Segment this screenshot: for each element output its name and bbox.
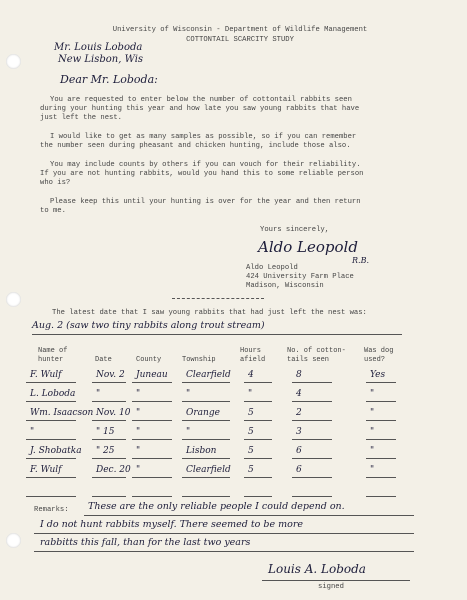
latest-date-answer: Aug. 2 (saw two tiny rabbits along trout stream) (32, 320, 265, 331)
body-text: just left the nest. (40, 114, 122, 122)
table-cell-underline (26, 382, 76, 383)
table-cell-hours: 5 (248, 465, 254, 475)
col-header-dog: Was dog used? (364, 347, 394, 364)
body-text: to me. (40, 207, 66, 215)
body-text: You are requested to enter below the number of cottontail rabbits seen (50, 96, 352, 104)
punch-hole (6, 54, 21, 69)
closing-address: 424 University Farm Place (246, 273, 354, 281)
table-cell-hours: 5 (248, 408, 254, 418)
col-header-hours: Hours afield (240, 347, 266, 364)
table-cell-underline (92, 401, 126, 402)
table-cell-count: 3 (296, 427, 302, 437)
remarks-underline (34, 551, 414, 552)
table-cell-underline (292, 382, 332, 383)
col-header-hunter: Name of hunter (38, 347, 68, 364)
remarks-underline (34, 533, 414, 534)
table-cell-underline (92, 420, 126, 421)
remarks-line: I do not hunt rabbits myself. There seemed to be more (40, 519, 303, 530)
table-cell-dog: Yes (370, 370, 386, 380)
table-cell-hunter: " (30, 427, 35, 437)
table-cell-underline (292, 458, 332, 459)
header-study-title: COTTONTAIL SCARCITY STUDY (186, 36, 294, 44)
table-cell-underline (132, 420, 172, 421)
table-cell-dog: " (370, 427, 375, 437)
table-cell-hunter: Wm. Isaacson (30, 408, 94, 418)
table-cell-underline (366, 382, 396, 383)
table-cell-date: Dec. 20 (96, 465, 131, 475)
closing-city: Madison, Wisconsin (246, 282, 324, 290)
table-cell-underline (244, 439, 272, 440)
table-cell-underline (366, 477, 396, 478)
col-header-township: Township (182, 356, 216, 364)
closing-yours: Yours sincerely, (260, 226, 330, 234)
table-cell-count: 6 (296, 446, 302, 456)
punch-hole (6, 533, 21, 548)
table-cell-underline (132, 382, 172, 383)
table-cell-underline (366, 439, 396, 440)
table-cell-underline (244, 401, 272, 402)
table-cell-underline (92, 439, 126, 440)
col-header-county: County (136, 356, 162, 364)
table-empty-underline (132, 496, 172, 497)
table-cell-township: Lisbon (186, 446, 217, 456)
table-empty-underline (182, 496, 230, 497)
remarks-line: These are the only reliable people I could depend on. (88, 501, 345, 512)
signed-label: signed (318, 583, 344, 591)
table-cell-underline (292, 401, 332, 402)
closing-name: Aldo Leopold (246, 264, 298, 272)
table-cell-hours: 5 (248, 427, 254, 437)
table-cell-underline (366, 401, 396, 402)
table-cell-hunter: F. Wulf (30, 465, 62, 475)
table-cell-count: 2 (296, 408, 302, 418)
leopold-signature: Aldo Leopold (258, 238, 358, 256)
table-empty-underline (292, 496, 332, 497)
table-empty-underline (244, 496, 272, 497)
loboda-signature: Louis A. Loboda (268, 562, 366, 576)
table-cell-underline (244, 382, 272, 383)
body-text: I would like to get as many samples as possible, so if you can remember (50, 133, 357, 141)
remarks-label: Remarks: (34, 506, 69, 514)
table-cell-underline (92, 382, 126, 383)
table-cell-dog: " (370, 446, 375, 456)
table-cell-hours: 4 (248, 370, 254, 380)
table-cell-underline (292, 477, 332, 478)
table-cell-underline (26, 401, 76, 402)
table-cell-underline (182, 458, 230, 459)
header-university: University of Wisconsin - Department of Wildlife Management (112, 26, 368, 34)
table-cell-count: 4 (296, 389, 302, 399)
remarks-underline (84, 515, 414, 516)
punch-hole (6, 292, 21, 307)
table-cell-underline (182, 477, 230, 478)
table-cell-dog: " (370, 389, 375, 399)
table-cell-dog: " (370, 465, 375, 475)
table-cell-underline (366, 420, 396, 421)
table-cell-underline (132, 458, 172, 459)
table-cell-underline (26, 439, 76, 440)
table-cell-county: Juneau (136, 370, 168, 380)
body-text: who is? (40, 179, 71, 187)
table-cell-date: Nov. 10 (96, 408, 131, 418)
table-cell-underline (244, 477, 272, 478)
signature-initials: R.B. (352, 256, 369, 265)
table-cell-township: Clearfield (186, 465, 231, 475)
table-cell-date: Nov. 2 (96, 370, 125, 380)
table-cell-county: " (136, 465, 141, 475)
remarks-line: rabbitts this fall, than for the last two years (40, 537, 251, 548)
table-empty-underline (366, 496, 396, 497)
table-cell-township: " (186, 389, 191, 399)
recipient-name: Mr. Louis Loboda (54, 42, 143, 53)
table-cell-date: " (96, 389, 101, 399)
table-cell-hunter: F. Wulf (30, 370, 62, 380)
table-cell-underline (244, 458, 272, 459)
signature-line (262, 580, 410, 581)
table-cell-township: " (186, 427, 191, 437)
table-cell-underline (26, 477, 76, 478)
table-cell-underline (182, 420, 230, 421)
col-header-count: No. of cotton- tails seen (287, 347, 346, 364)
body-text: the number seen during pheasant and chicken hunting, include those also. (40, 142, 351, 150)
table-cell-underline (182, 439, 230, 440)
table-cell-date: " 15 (96, 427, 115, 437)
table-cell-dog: " (370, 408, 375, 418)
separator (172, 298, 264, 299)
answer-underline (32, 334, 402, 335)
salutation: Dear Mr. Loboda: (60, 73, 158, 86)
table-cell-hunter: L. Loboda (30, 389, 76, 399)
table-cell-underline (132, 401, 172, 402)
table-cell-underline (182, 401, 230, 402)
table-cell-date: " 25 (96, 446, 115, 456)
table-cell-underline (132, 477, 172, 478)
table-empty-underline (26, 496, 76, 497)
table-cell-township: Clearfield (186, 370, 231, 380)
col-header-date: Date (95, 356, 112, 364)
table-cell-underline (26, 458, 76, 459)
body-text: during your hunting this year and how late you saw young rabbits that have (40, 105, 360, 113)
table-cell-township: Orange (186, 408, 220, 418)
table-cell-underline (92, 477, 126, 478)
table-cell-underline (244, 420, 272, 421)
table-cell-underline (292, 439, 332, 440)
table-cell-hours: 5 (248, 446, 254, 456)
table-cell-county: " (136, 408, 141, 418)
table-cell-count: 8 (296, 370, 302, 380)
table-cell-county: " (136, 446, 141, 456)
table-cell-underline (292, 420, 332, 421)
table-cell-underline (366, 458, 396, 459)
table-cell-underline (182, 382, 230, 383)
table-cell-underline (92, 458, 126, 459)
table-cell-county: " (136, 427, 141, 437)
table-cell-underline (26, 420, 76, 421)
table-cell-hunter: J. Shobatka (30, 446, 82, 456)
body-text: If you are not hunting rabbits, would you hand this to some reliable person (40, 170, 364, 178)
latest-date-prompt: The latest date that I saw young rabbits that had just left the nest was: (52, 309, 367, 317)
table-cell-hours: " (248, 389, 253, 399)
body-text: Please keep this until your hunting is over for the year and then return (50, 198, 361, 206)
table-cell-count: 6 (296, 465, 302, 475)
table-cell-county: " (136, 389, 141, 399)
body-text: You may include counts by others if you can vouch for their reliability. (50, 161, 361, 169)
table-cell-underline (132, 439, 172, 440)
table-empty-underline (92, 496, 126, 497)
recipient-place: New Lisbon, Wis (58, 54, 144, 65)
